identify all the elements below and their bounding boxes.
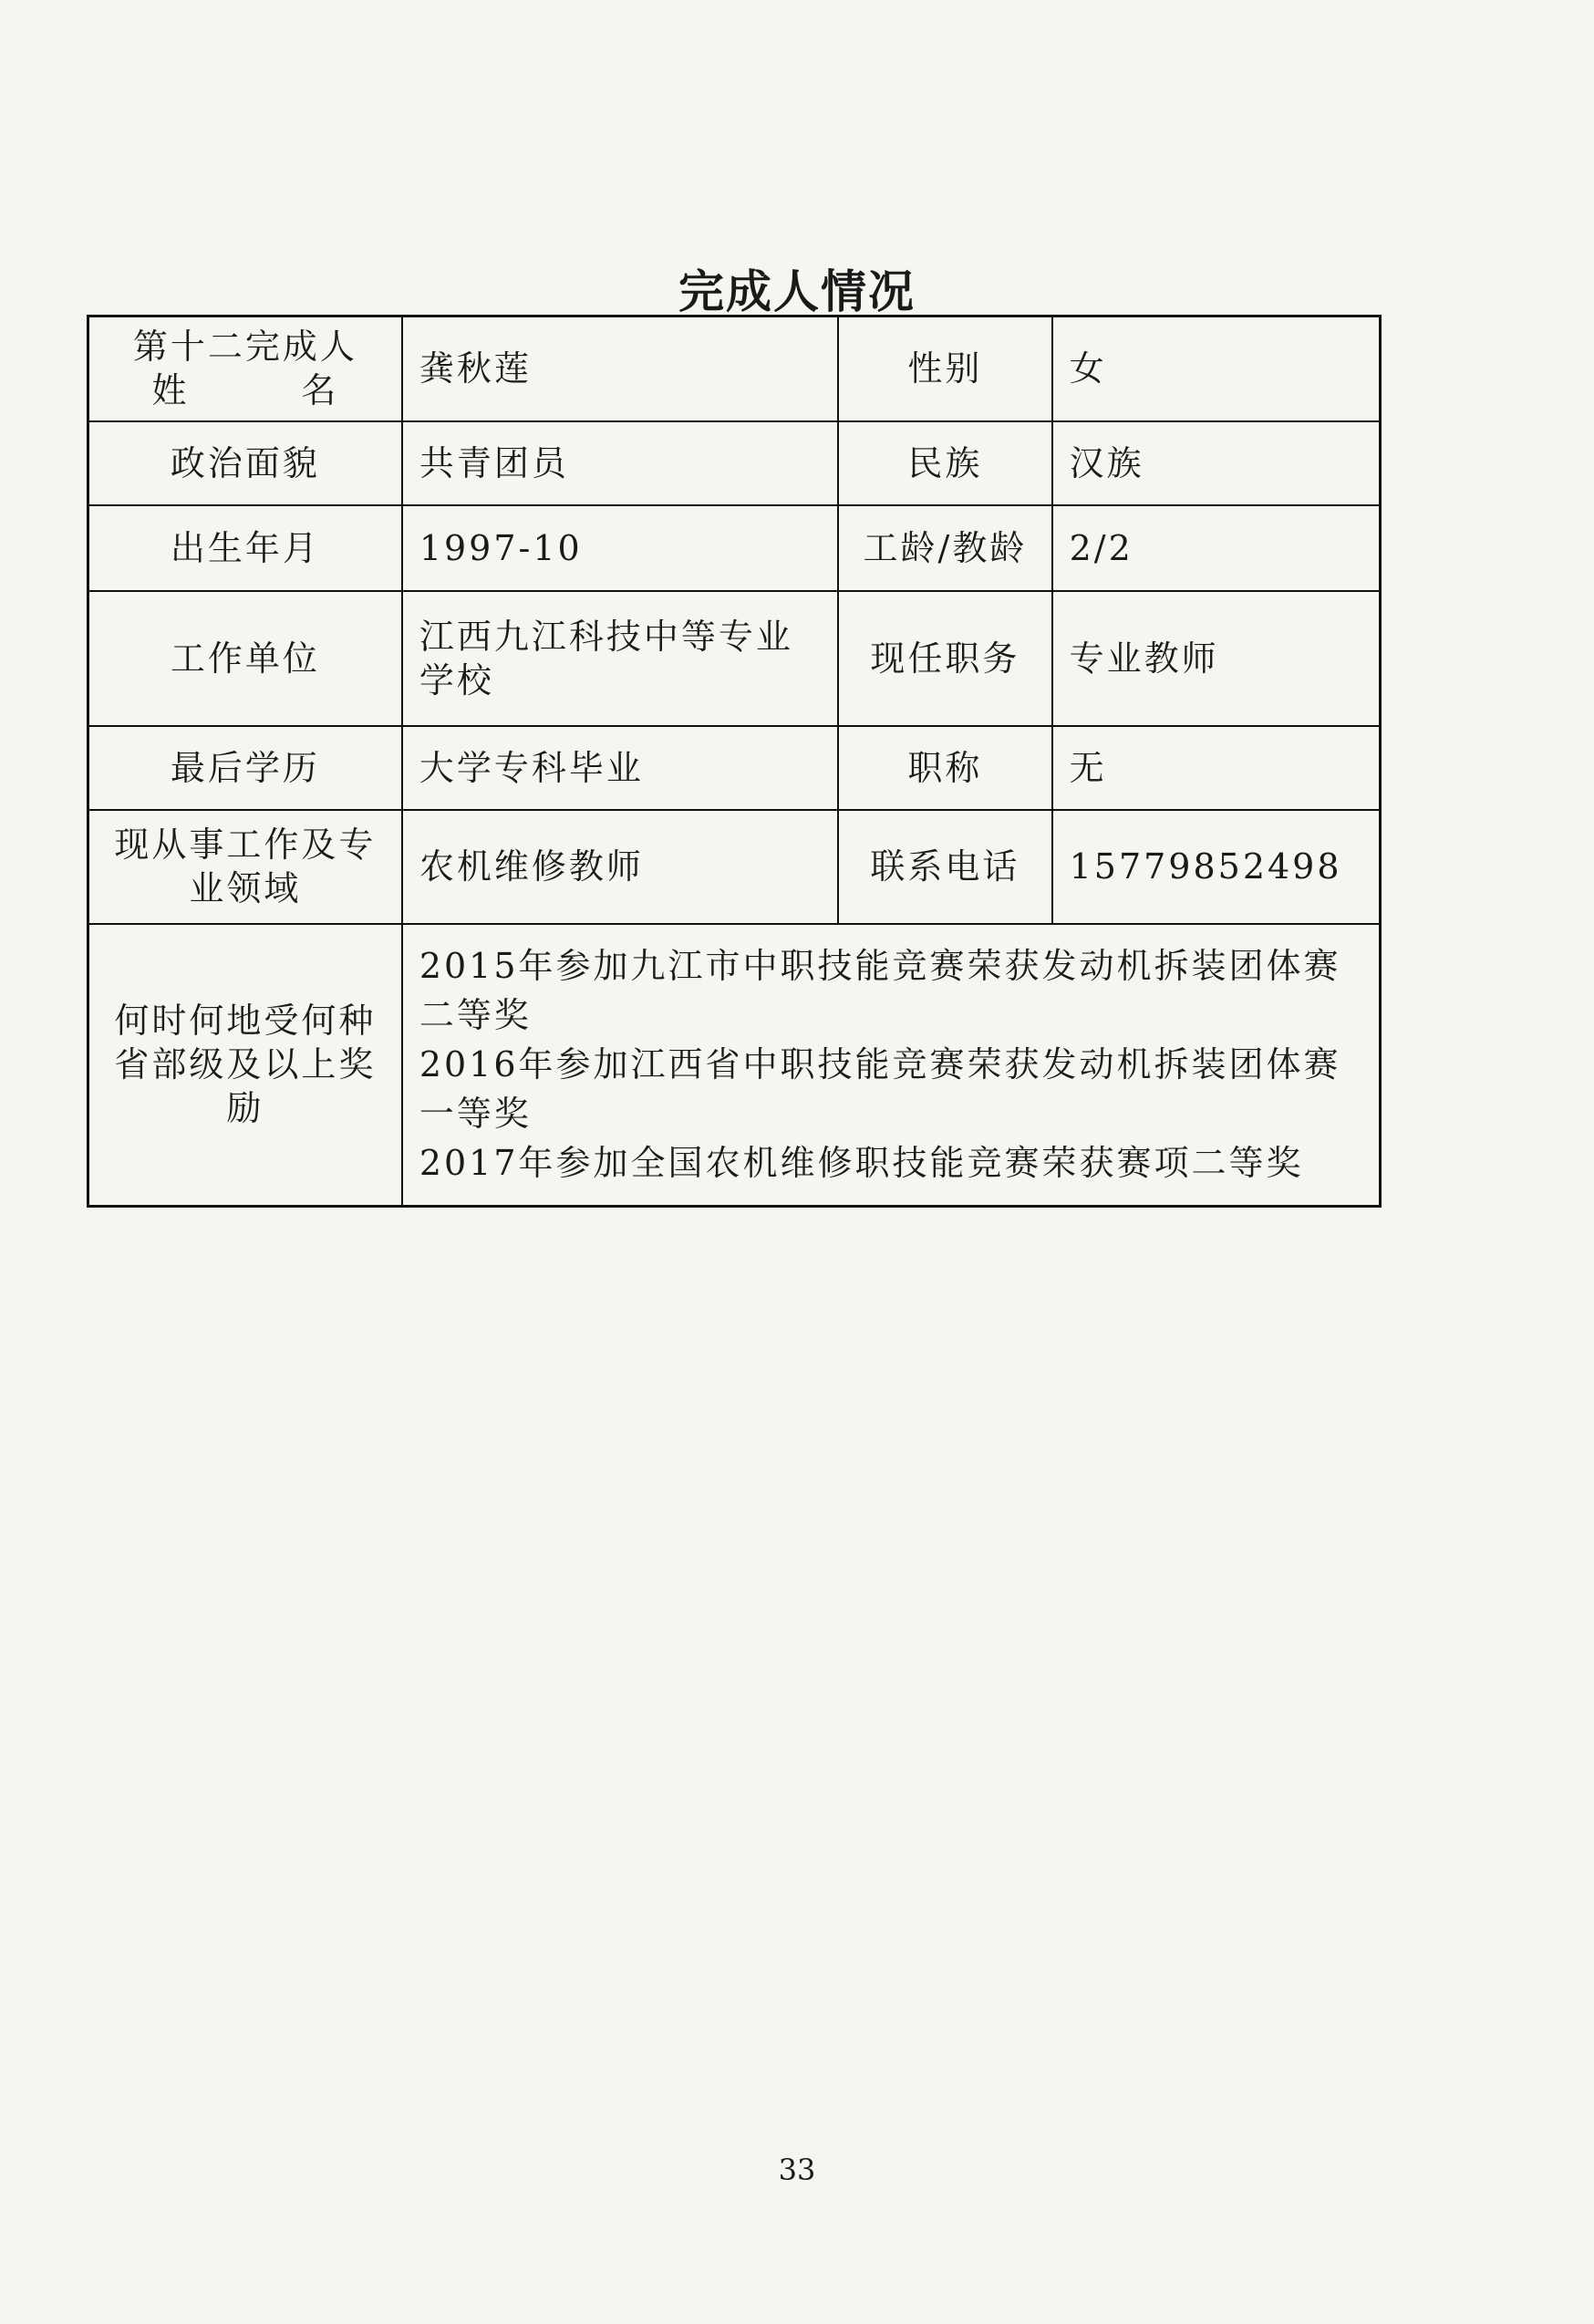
table-row <box>88 591 1381 726</box>
political-label: 政治面貌 <box>88 421 402 505</box>
gender-label: 性别 <box>838 316 1051 421</box>
info-table <box>87 315 1382 1208</box>
position-value: 专业教师 <box>1052 591 1381 726</box>
page-title: 完成人情况 <box>678 265 916 318</box>
employer-value: 江西九江科技中等专业学校 <box>402 591 838 726</box>
field-value: 农机维修教师 <box>402 810 838 924</box>
award-item: 2016年参加江西省中职技能竞赛荣获发动机拆装团体赛一等奖 <box>419 1044 1341 1135</box>
field-label: 现从事工作及专业领域 <box>88 810 402 924</box>
ethnicity-label: 民族 <box>838 421 1051 505</box>
professional-title-value: 无 <box>1052 726 1381 810</box>
education-value: 大学专科毕业 <box>402 726 838 810</box>
page-number: 33 <box>778 2153 816 2187</box>
birth-label: 出生年月 <box>88 505 402 591</box>
position-label: 现任职务 <box>838 591 1051 726</box>
phone-label: 联系电话 <box>838 810 1051 924</box>
education-label: 最后学历 <box>88 726 402 810</box>
birth-value: 1997-10 <box>402 505 838 591</box>
table-row <box>88 316 1381 421</box>
name-value: 龚秋莲 <box>402 316 838 421</box>
awards-label: 何时何地受何种省部级及以上奖励 <box>88 924 402 1207</box>
professional-title-label: 职称 <box>838 726 1051 810</box>
gender-value: 女 <box>1052 316 1381 421</box>
table-row <box>88 726 1381 810</box>
award-item: 2017年参加全国农机维修职技能竞赛荣获赛项二等奖 <box>419 1143 1304 1184</box>
seniority-value: 2/2 <box>1052 505 1381 591</box>
name-label <box>88 316 402 421</box>
name-label-line-2: 姓 名 <box>151 370 339 411</box>
employer-label: 工作单位 <box>88 591 402 726</box>
seniority-label: 工龄/教龄 <box>838 505 1051 591</box>
awards-value <box>402 924 1381 1207</box>
political-value: 共青团员 <box>402 421 838 505</box>
award-item: 2015年参加九江市中职技能竞赛荣获发动机拆装团体赛二等奖 <box>419 946 1341 1036</box>
ethnicity-value: 汉族 <box>1052 421 1381 505</box>
table-row <box>88 810 1381 924</box>
table-row <box>88 505 1381 591</box>
phone-value: 15779852498 <box>1052 810 1381 924</box>
name-label-line-1: 第十二完成人 <box>132 327 357 368</box>
table-row <box>88 924 1381 1207</box>
table-row <box>88 421 1381 505</box>
